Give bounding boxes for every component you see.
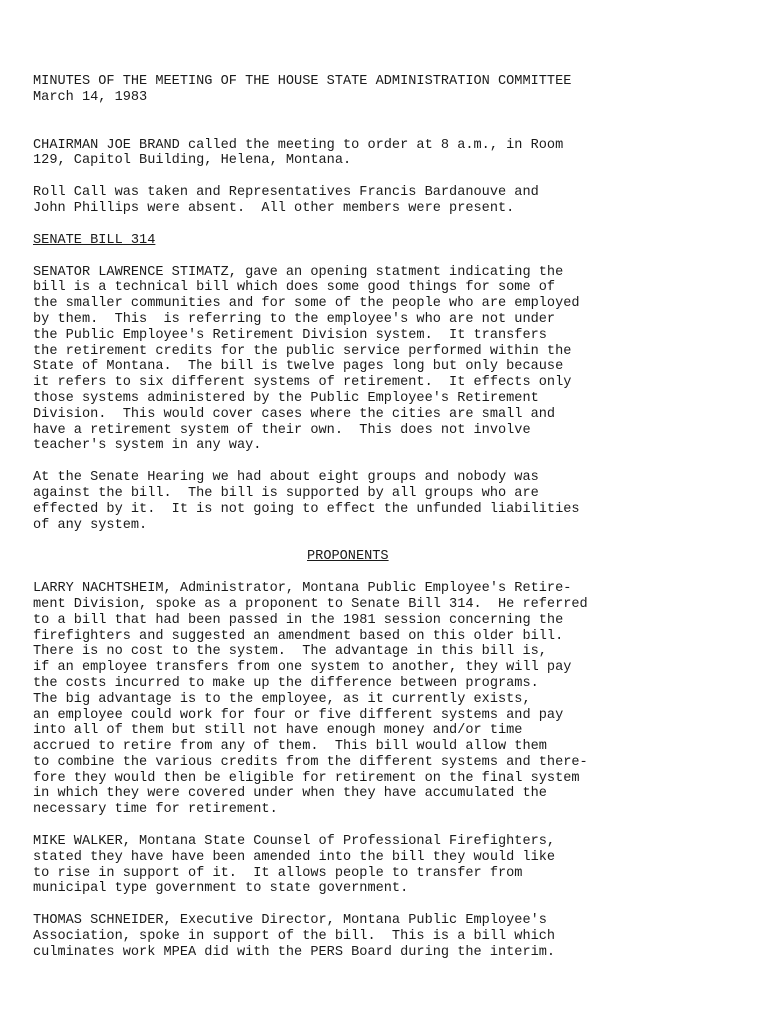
- text-line: At the Senate Hearing we had about eight groups and nobody was: [33, 470, 539, 486]
- text-line: teacher's system in any way.: [33, 438, 262, 454]
- text-line: Association, spoke in support of the bill. This is a bill which: [33, 929, 556, 945]
- document-page: [33, 74, 693, 977]
- text-line: The big advantage is to the employee, as it currently exists,: [33, 691, 531, 707]
- text-line: stated they have have been amended into the bill they would like: [33, 849, 556, 865]
- text-line: by them. This is referring to the employee's who are not under: [33, 311, 556, 327]
- meeting-date: March 14, 1983: [33, 89, 148, 105]
- text-line: to rise in support of it. It allows people to transfer from: [33, 865, 523, 881]
- text-line: 129, Capitol Building, Helena, Montana.: [33, 153, 352, 169]
- text-line: necessary time for retirement.: [33, 802, 278, 818]
- call-to-order-paragraph: [33, 138, 693, 170]
- text-line: bill is a technical bill which does some good things for some of: [33, 280, 556, 296]
- text-line: ment Division, spoke as a proponent to Senate Bill 314. He referred: [33, 596, 588, 612]
- text-line: Division. This would cover cases where the cities are small and: [33, 406, 556, 422]
- title-line: MINUTES OF THE MEETING OF THE HOUSE STATE ADMINISTRATION COMMITTEE: [33, 74, 572, 89]
- text-line: fore they would then be eligible for retirement on the final system: [33, 770, 580, 786]
- text-line: an employee could work for four or five different systems and pay: [33, 707, 564, 723]
- text-line: into all of them but still not have enough money and/or time: [33, 723, 523, 739]
- stimatz-paragraph: [33, 265, 693, 455]
- text-line: to a bill that had been passed in the 1981 session concerning the: [33, 612, 564, 628]
- text-line: of any system.: [33, 517, 148, 533]
- text-line: THOMAS SCHNEIDER, Executive Director, Montana Public Employee's: [33, 913, 547, 929]
- text-line: the costs incurred to make up the difference between programs.: [33, 675, 539, 691]
- text-line: municipal type government to state government.: [33, 881, 409, 897]
- roll-call-paragraph: [33, 185, 693, 217]
- text-line: those systems administered by the Public Employee's Retirement: [33, 390, 539, 406]
- text-line: LARRY NACHTSHEIM, Administrator, Montana Public Employee's Retire-: [33, 581, 572, 597]
- text-line: the smaller communities and for some of the people who are employed: [33, 296, 580, 312]
- text-line: State of Montana. The bill is twelve pages long but only because: [33, 359, 564, 375]
- text-line: against the bill. The bill is supported by all groups who are: [33, 485, 539, 501]
- text-line: in which they were covered under when they have accumulated the: [33, 786, 547, 802]
- schneider-paragraph: [33, 913, 693, 960]
- text-line: There is no cost to the system. The advantage in this bill is,: [33, 644, 547, 660]
- text-line: SENATOR LAWRENCE STIMATZ, gave an opening statment indicating the: [33, 264, 564, 280]
- text-line: accrued to retire from any of them. This bill would allow them: [33, 739, 547, 755]
- walker-paragraph: [33, 834, 693, 897]
- text-line: firefighters and suggested an amendment based on this older bill.: [33, 628, 564, 644]
- document-title: [33, 74, 693, 106]
- text-line: to combine the various credits from the different systems and there-: [33, 754, 588, 770]
- text-line: the retirement credits for the public service performed within the: [33, 343, 572, 359]
- text-line: culminates work MPEA did with the PERS Board during the interim.: [33, 944, 556, 960]
- text-line: the Public Employee's Retirement Division system. It transfers: [33, 327, 547, 343]
- text-line: it refers to six different systems of retirement. It effects only: [33, 375, 572, 391]
- text-line: CHAIRMAN JOE BRAND called the meeting to order at 8 a.m., in Room: [33, 137, 564, 153]
- senate-hearing-paragraph: [33, 470, 693, 533]
- text-line: have a retirement system of their own. This does not involve: [33, 422, 531, 438]
- proponents-heading: PROPONENTS: [307, 549, 389, 565]
- text-line: John Phillips were absent. All other members were present.: [33, 200, 515, 216]
- text-line: Roll Call was taken and Representatives Francis Bardanouve and: [33, 185, 539, 201]
- text-line: MIKE WALKER, Montana State Counsel of Professional Firefighters,: [33, 834, 556, 850]
- senate-bill-heading: SENATE BILL 314: [33, 232, 156, 248]
- text-line: effected by it. It is not going to effect the unfunded liabilities: [33, 501, 580, 517]
- text-line: if an employee transfers from one system to another, they will pay: [33, 660, 572, 676]
- nachtsheim-paragraph: [33, 581, 693, 818]
